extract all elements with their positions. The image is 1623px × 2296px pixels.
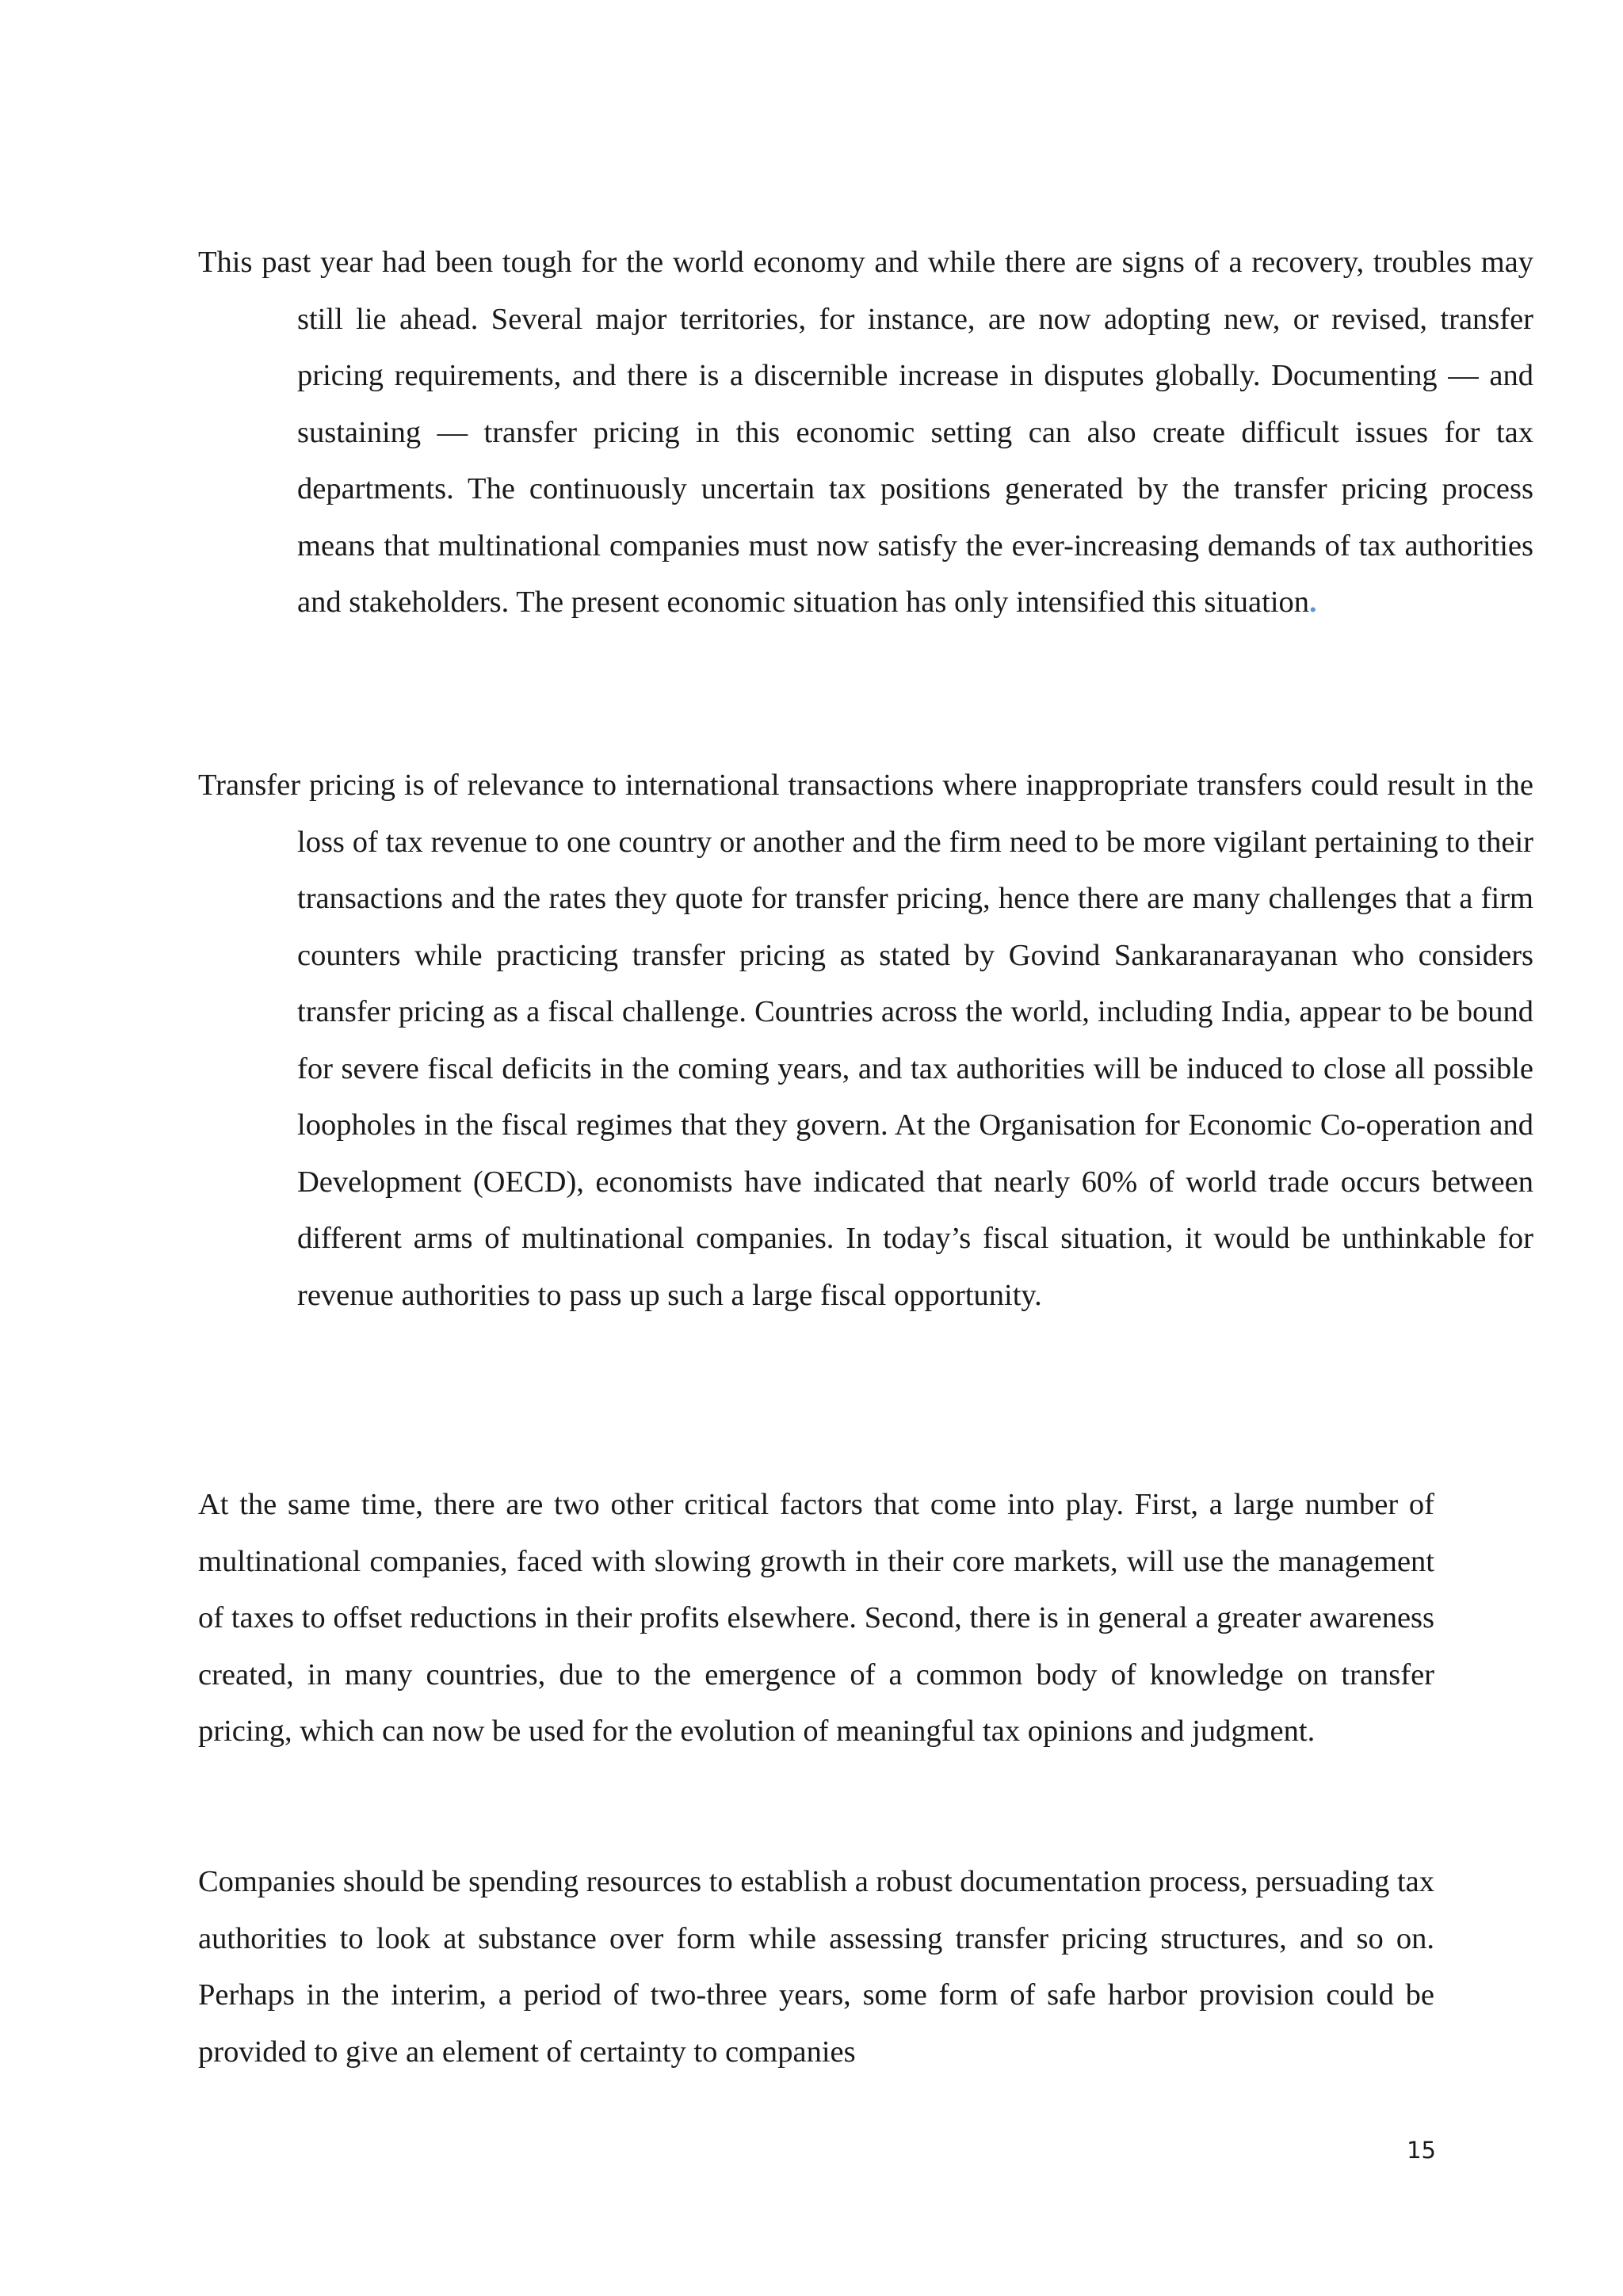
paragraph-economy-outlook <box>198 235 1533 631</box>
paragraph-text: This past year had been tough for the world economy and while there are signs of a recovery, troubles may still lie ahead. Several major territories, for instance, are now adopting new, or revised, transfer pricing requirements, and there is a discernible increase in disputes globally. Documenting — and sustaining — transfer pricing in this economic setting can also create difficult issues for tax departments. The continuously uncertain tax positions generated by the transfer pricing process means that multinational companies must now satisfy the ever-increasing demands of tax authorities and stakeholders. The present economic situation has only intensified this situation <box>198 246 1533 619</box>
paragraph-transfer-pricing-relevance <box>198 757 1533 1324</box>
paragraph-critical-factors <box>198 1477 1434 1760</box>
paragraph-documentation-process <box>198 1854 1434 2081</box>
paragraph-text: Transfer pricing is of relevance to international transactions where inappropriate transfers could result in the loss of tax revenue to one country or another and the firm need to be more vigilant pertaining to their transactions and the rates they quote for transfer pricing, hence there are many challenges that a firm counters while practicing transfer pricing as stated by Govind Sankaranarayanan who considers transfer pricing as a fiscal challenge. Countries across the world, including India, appear to be bound for severe fiscal deficits in the coming years, and tax authorities will be induced to close all possible loopholes in the fiscal regimes that they govern. At the Organisation for Economic Co-operation and Development (OECD), economists have indicated that nearly 60% of world trade occurs between different arms of multinational companies. In today’s fiscal situation, it would be unthinkable for revenue authorities to pass up such a large fiscal opportunity. <box>198 769 1533 1312</box>
paragraph-text: At the same time, there are two other critical factors that come into play. First, a large number of multinational companies, faced with slowing growth in their core markets, will use the management of taxes to offset reductions in their profits elsewhere. Second, there is in general a greater awareness created, in many countries, due to the emergence of a common body of knowledge on transfer pricing, which can now be used for the evolution of meaningful tax opinions and judgment. <box>198 1488 1434 1748</box>
accent-period: . <box>1309 585 1317 619</box>
page-number: 15 <box>1407 2137 1436 2164</box>
paragraph-text: Companies should be spending resources to establish a robust documentation process, persuading tax authorities to look at substance over form while assessing transfer pricing structures, and so on. Perhaps in the interim, a period of two-three years, some form of safe harbor provision could be provided to give an element of certainty to companies <box>198 1865 1435 2069</box>
